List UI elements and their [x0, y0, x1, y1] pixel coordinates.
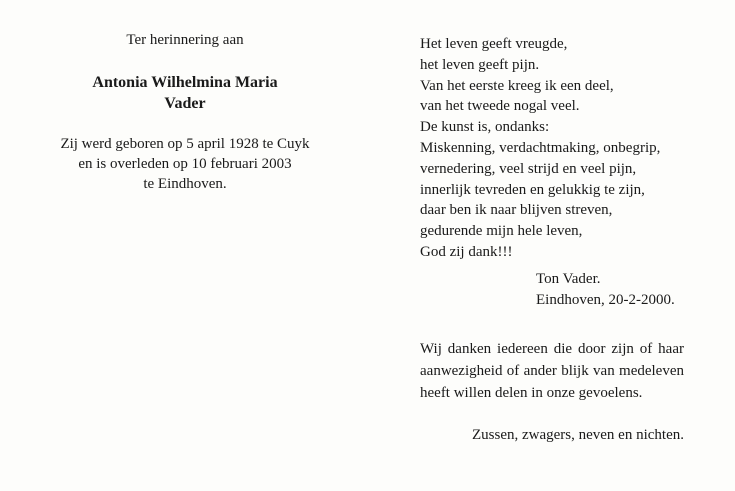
birth-line: Zij werd geboren op 5 april 1928 te Cuyk	[60, 136, 310, 152]
name-line-2: Vader	[164, 95, 206, 112]
poem-line: Het leven geeft vreugde,	[420, 36, 568, 52]
intro-text: Ter herinnering aan	[126, 32, 244, 48]
poem-line: gedurende mijn hele leven,	[420, 223, 583, 240]
poem	[420, 34, 690, 310]
thanks-text: Wij danken iedereen die door zijn of haar aanwezigheid of ander blijk van medeleven heeft willen delen in onze gevoelens.	[420, 341, 684, 401]
poem-line: God zij dank!!!	[420, 243, 513, 260]
poem-line: innerlijk tevreden en gelukkig te zijn,	[420, 181, 645, 198]
poem-line: De kunst is, ondanks:	[420, 119, 550, 136]
poem-signature	[536, 269, 690, 311]
poem-line: Miskenning, verdachtmaking, onbegrip,	[420, 139, 661, 156]
deceased-name	[40, 72, 330, 114]
name-line-1: Antonia Wilhelmina Maria	[92, 74, 278, 91]
poem-line: daar ben ik naar blijven streven,	[420, 202, 613, 219]
poem-line: het leven geeft pijn.	[420, 56, 540, 73]
poem-author: Ton Vader.	[536, 270, 601, 287]
poem-line: van het tweede nogal veel.	[420, 98, 580, 115]
poem-line: vernedering, veel strijd en veel pijn,	[420, 160, 637, 177]
poem-line: Van het eerste kreeg ik een deel,	[420, 77, 614, 94]
poem-place-date: Eindhoven, 20-2-2000.	[536, 291, 675, 308]
memorial-left-panel	[40, 30, 330, 194]
place-line: te Eindhoven.	[143, 176, 227, 192]
life-dates	[40, 134, 330, 194]
family-signature: Zussen, zwagers, neven en nichten.	[471, 427, 684, 443]
death-line: en is overleden op 10 februari 2003	[78, 156, 292, 172]
